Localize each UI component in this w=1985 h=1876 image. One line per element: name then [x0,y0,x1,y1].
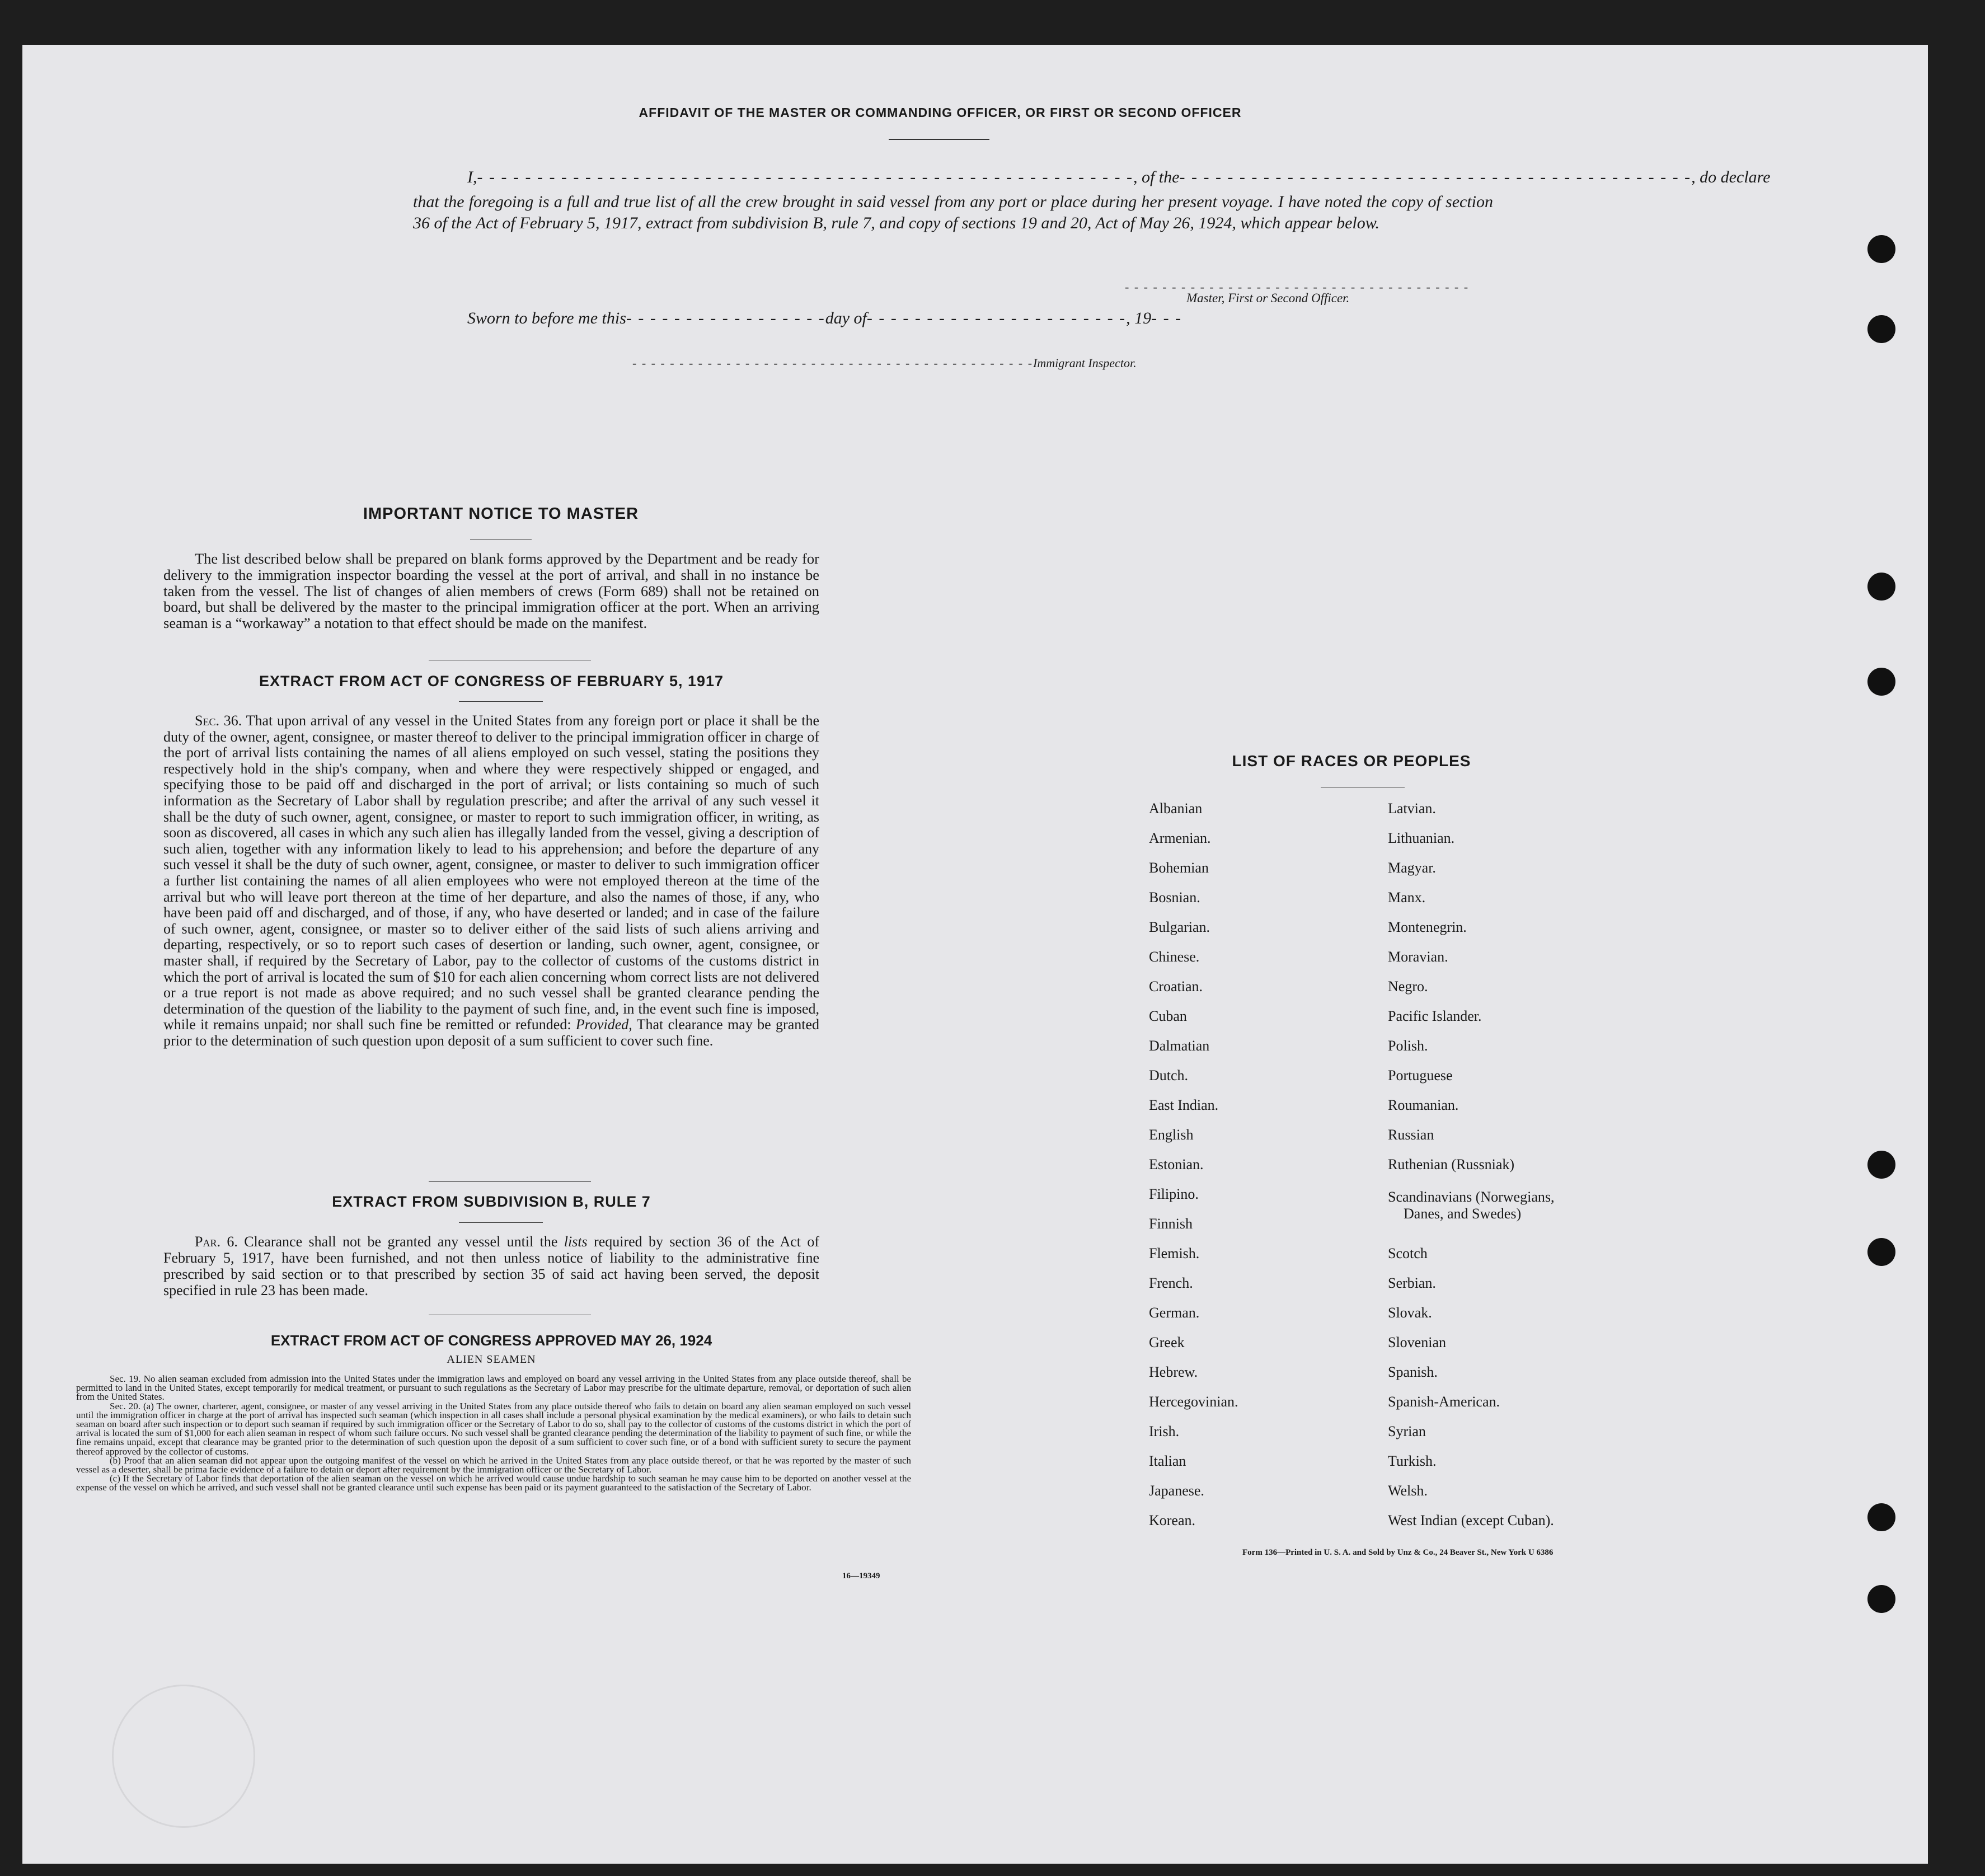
extract1924-title: EXTRACT FROM ACT OF CONGRESS APPROVED MAY 26, 1924 [270,1332,712,1349]
race-item: Serbian. [1388,1275,1436,1291]
race-item: Dalmatian [1149,1038,1210,1054]
race-item: Turkish. [1388,1453,1437,1469]
sworn-year-blank: - - - [1151,309,1182,327]
race-item: Hebrew. [1149,1364,1198,1380]
declare-label: , do declare [1691,168,1771,186]
binder-hole [1867,668,1895,696]
binder-hole [1867,1503,1895,1531]
sworn-day-blank: - - - - - - - - - - - - - - - - - [626,309,825,327]
race-item: Negro. [1388,978,1428,995]
extract1917-title-rule [459,701,543,702]
subdivision-body [163,1234,819,1298]
extract1917-title: EXTRACT FROM ACT OF CONGRESS OF FEBRUARY 5, 1917 [259,673,724,690]
embossed-seal [112,1685,255,1828]
sec20c-text: (c) If the Secretary of Labor finds that deportation of the alien seaman on the vessel on which he arrived would cause undue hardship to such seaman he may cause him to be deported on another vessel at the expense of the vessel on which he arrived, and such vessel shall not be granted clearance until such expense has been paid or its payment guaranteed to the satisfaction of the Secretary of Labor. [76,1473,911,1493]
binder-hole [1867,315,1895,343]
race-item: Magyar. [1388,860,1436,876]
race-item: Slovenian [1388,1334,1446,1350]
master-signature-caption: Master, First or Second Officer. [1186,291,1350,305]
race-item: Albanian [1149,800,1203,817]
sec19-text: Sec. 19. No alien seaman excluded from admission into the United States under the immigration laws and employed on board any vessel arriving in the United States from any place outside thereof, shall be permitted to land in the United States, except temporarily for medical treatment, or pursuant to such regulations as the Secretary of Labor may prescribe for the ultimate departure, removal, or deportation of such alien from the United States. [76,1373,911,1403]
binder-hole [1867,1585,1895,1613]
notice-title: IMPORTANT NOTICE TO MASTER [363,505,639,523]
race-item: Armenian. [1149,830,1211,846]
master-signature-blank: - - - - - - - - - - - - - - - - - - - - - - - - - - - - - - - - - - - - - [1125,280,1470,294]
race-item: Bulgarian. [1149,919,1210,935]
race-item: French. [1149,1275,1193,1291]
par6-text-a: Clearance shall not be granted any vessel until the [244,1234,558,1250]
affidavit-declaration-line [467,168,1771,187]
race-item: Scandinavians (Norwegians, [1388,1189,1555,1205]
race-item: West Indian (except Cuban). [1388,1512,1554,1528]
race-item: Polish. [1388,1038,1428,1054]
race-item: Pacific Islander. [1388,1008,1482,1024]
provided-label: Provided, [575,1016,632,1033]
inspector-signature-blank: - - - - - - - - - - - - - - - - - - - - - - - - - - - - - - - - - - - - - - - - - - - [632,356,1034,370]
inspector-line [632,356,1137,370]
extract1917-body [163,713,819,1049]
extract1924-body [76,1375,911,1493]
race-item: Finnish [1149,1216,1193,1232]
binder-hole [1867,1151,1895,1179]
subdivision-title-rule [459,1222,543,1223]
sworn-label: Sworn to before me this [467,309,626,327]
declarant-name-blank: - - - - - - - - - - - - - - - - - - - - - - - - - - - - - - - - - - - - - - - - - - - - - - - - - - - - - - - [477,168,1133,186]
race-item: Bosnian. [1149,889,1200,906]
race-item: Greek [1149,1334,1185,1350]
race-item: Irish. [1149,1423,1180,1439]
race-item: Filipino. [1149,1186,1199,1202]
race-item: Korean. [1149,1512,1196,1528]
declarant-label: I, [467,168,477,186]
race-item: Slovak. [1388,1305,1432,1321]
race-item: Scotch [1388,1245,1428,1261]
sec20b-text: (b) Proof that an alien seaman did not appear upon the outgoing manifest of the vessel on which he arrived in the United States from any place outside thereof, or that he was reported by the master of such vessel as a deserter, shall be prima facie evidence of a failure to detain or deport after requirement by the immigration officer or the Secretary of Labor. [76,1455,911,1475]
form-footer: Form 136—Printed in U. S. A. and Sold by Unz & Co., 24 Beaver St., New York U 6386 [1242,1548,1554,1557]
vessel-label: , of the [1133,168,1180,186]
race-item: English [1149,1127,1194,1143]
race-item: Flemish. [1149,1245,1200,1261]
race-item: Ruthenian (Russniak) [1388,1156,1515,1172]
race-item: Chinese. [1149,949,1200,965]
race-item: Danes, and Swedes) [1404,1206,1522,1222]
race-item: Syrian [1388,1423,1426,1439]
race-item: Russian [1388,1127,1434,1143]
sworn-line [467,309,1182,328]
inspector-caption: Immigrant Inspector. [1033,356,1137,370]
race-item: Dutch. [1149,1067,1189,1084]
affidavit-title-rule [889,139,989,140]
race-item: Montenegrin. [1388,919,1467,935]
race-item: East Indian. [1149,1097,1219,1113]
binder-hole [1867,235,1895,263]
race-item: Welsh. [1388,1483,1428,1499]
sec36-label: Sec. 36. [195,712,242,729]
binder-hole [1867,573,1895,601]
sec36-text: That upon arrival of any vessel in the United States from any foreign port or place it shall be the duty of the owner, agent, consignee, or master thereof to deliver to the principal immigration officer in charge of the port of arrival lists containing the names of all aliens employed on such vessel, stating the positions they respectively hold in the ship's company, when and where they were respectively shipped or engaged, and specifying those to be paid off and discharged in the port of arrival; or lists containing so much of such information as the Secretary of Labor shall by regulation prescribe; and after the arrival of any such vessel it shall be the duty of such owner, agent, consignee, or master to report to such immigration officer, in writing, as soon as discovered, all cases in which any such alien has illegally landed from the vessel, giving a description of such alien, together with any information likely to lead to his apprehension; and before the departure of any such vessel it shall be the duty of such owner, agent, consignee, or master to deliver to such immigration officer a further list containing the names of all alien employees who were not employed thereon at the time of the arrival but who will leave port thereon at the time of her departure, and also the names of those, if any, who have been paid off and discharged, and of those, if any, who have deserted or landed; and in case of the failure of such owner, agent, consignee, or master so to deliver either of the said lists of such aliens arriving and departing, respectively, or so to report such cases of desertion or landing, such owner, agent, consignee, or master shall, if required by the Secretary of Labor, pay to the collector of customs of the customs district in which the port of arrival is located the sum of $10 for each alien concerning whom correct lists are not delivered or a true report is not made as above required; and no such vessel shall be granted clearance pending the determination of the question of the liability to the payment of such fine, and, in the event such fine is imposed, while it remains unpaid; nor shall such fine be remitted or refunded: [163,712,820,1033]
affidavit-body: that the foregoing is a full and true list of all the crew brought in said vessel from any port or place during her present voyage. I have noted the copy of section 36 of the Act of February 5, 1917, extract from subdivision B, rule 7, and copy of sections 19 and 20, Act of May 26, 1924, which appear below. [413,193,1493,232]
race-item: Moravian. [1388,949,1448,965]
race-item: Japanese. [1149,1483,1204,1499]
binder-hole [1867,1238,1895,1266]
vessel-name-blank: - - - - - - - - - - - - - - - - - - - - - - - - - - - - - - - - - - - - - - - - - - - [1179,168,1692,186]
par6-lists-word: lists [564,1234,588,1250]
extract1924-code: 16—19349 [842,1572,880,1580]
year-label: , 19 [1126,309,1152,327]
race-item: Latvian. [1388,800,1436,817]
race-item: Bohemian [1149,860,1209,876]
race-item: Lithuanian. [1388,830,1455,846]
sec20a-text: Sec. 20. (a) The owner, charterer, agent, consignee, or master of any vessel arriving in the United States from any place outside thereof who fails to detain on board any alien seaman employed on such vessel until the immigration officer in charge at the port of arrival has inspected such seaman (which inspection in all cases shall include a personal physical examination by the medical examiners), or who fails to detain such seaman on board after such inspection or to deport such seaman if required by such immigration officer or the Secretary of Labor to do so, shall pay to the collector of customs of the customs district in which the port of arrival is located the sum of $1,000 for each alien seaman in respect of whom such failure occurs. No such vessel shall be granted clearance pending the determination of the liability to payment of such fine, or while the fine remains unpaid, except that clearance may be granted prior to the determination of such question upon the deposit of a sum sufficient to cover such fine, or of a bond with sufficient surety to secure the payment thereof approved by the collector of customs. [76,1400,911,1457]
extract1924-subtitle: ALIEN SEAMEN [447,1353,536,1366]
document-page [22,45,1928,1864]
par6-text-b: required by section 36 of the Act of February 5, 1917, have been furnished, and not then unless notice of liability to the administrative fine prescribed by said section or to that prescribed by section 35 of said act having been served, the deposit specified in rule 23 has been made. [163,1234,820,1298]
race-item: Italian [1149,1453,1186,1469]
race-item: Manx. [1388,889,1426,906]
day-of-label: day of [825,309,867,327]
race-item: Portuguese [1388,1067,1453,1084]
race-item: Cuban [1149,1008,1187,1024]
notice-body: The list described below shall be prepared on blank forms approved by the Department and be ready for delivery to the immigration inspector boarding the vessel at the port of arrival, and shall in no instance be taken from the vessel. The list of changes of alien members of crews (Form 689) shall not be retained on board, but shall be delivered by the master to the principal immigration officer at the port. When an arriving seaman is a “workaway” a notation to that effect should be made on the manifest. [163,550,819,632]
sworn-month-blank: - - - - - - - - - - - - - - - - - - - - - - [866,309,1127,327]
race-item: Spanish-American. [1388,1394,1500,1410]
extract1917-end-rule [429,1181,591,1182]
par6-label: Par. 6. [195,1234,238,1250]
subdivision-title: EXTRACT FROM SUBDIVISION B, RULE 7 [332,1193,651,1210]
race-item: Croatian. [1149,978,1203,995]
provided-text: That clearance may be granted prior to the determination of such question upon deposit of a sum sufficient to cover such fine. [163,1016,820,1049]
race-item: Roumanian. [1388,1097,1459,1113]
race-item: Estonian. [1149,1156,1204,1172]
race-item: German. [1149,1305,1200,1321]
affidavit-title: AFFIDAVIT OF THE MASTER OR COMMANDING OFFICER, OR FIRST OR SECOND OFFICER [639,105,1242,120]
race-item: Hercegovinian. [1149,1394,1238,1410]
races-title: LIST OF RACES OR PEOPLES [1232,752,1471,770]
race-item: Spanish. [1388,1364,1438,1380]
